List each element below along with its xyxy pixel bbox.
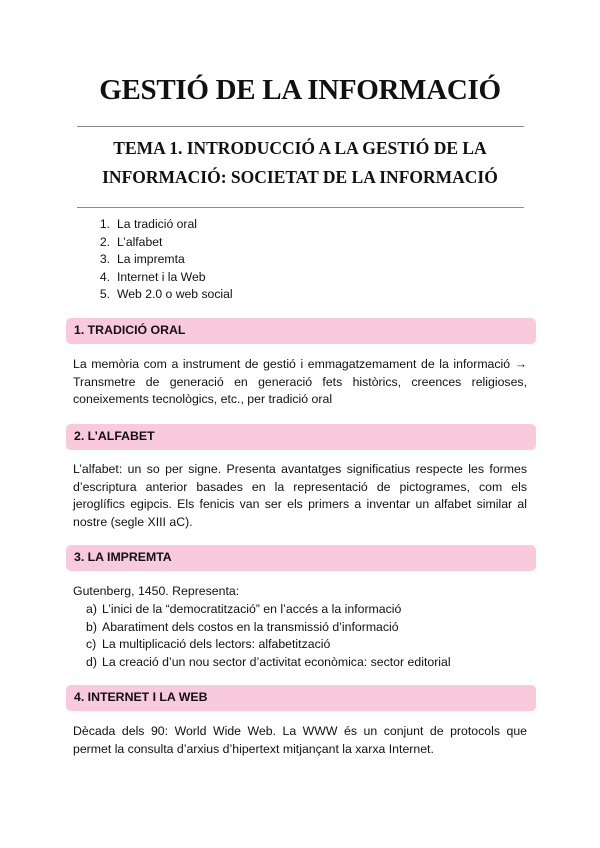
section-paragraph: La memòria com a instrument de gestió i emmagatzemament de la informació → Transmetre de generació en generació fets històrics, creences religioses, coneixements tecnològics, etc., per tradició oral bbox=[73, 357, 527, 407]
section-heading: 2. L’ALFABET bbox=[74, 429, 155, 443]
list-item-label: Abaratiment dels costos en la transmissió d’informació bbox=[102, 619, 399, 634]
section-heading-bar bbox=[66, 545, 536, 571]
toc-item-number: 5. bbox=[99, 287, 110, 302]
toc-item bbox=[88, 216, 233, 234]
page-title: GESTIÓ DE LA INFORMACIÓ bbox=[99, 74, 501, 106]
toc-item bbox=[88, 269, 233, 287]
subtitle-divider bbox=[77, 207, 524, 208]
section-paragraph: L’alfabet: un so per signe. Presenta avantatges significatius respecte les formes d’escriptura anterior basades en la representació de pictogrames, com els jeroglífics egipcis. Els fenicis van ser els primers a inventar un alfabet similar al nostre (segle XIII aC). bbox=[73, 462, 527, 529]
list-item-letter: d) bbox=[86, 654, 97, 669]
section-paragraph: Gutenberg, 1450. Representa: bbox=[73, 584, 240, 598]
toc-item-label: Internet i la Web bbox=[117, 269, 206, 284]
section-paragraph: Dècada dels 90: World Wide Web. La WWW és un conjunt de protocols que permet la consulta d’arxius d’hipertext mitjançant la xarxa Internet. bbox=[73, 724, 527, 756]
toc-item-number: 1. bbox=[99, 217, 110, 231]
toc-item-label: La tradició oral bbox=[117, 217, 197, 231]
list-item bbox=[86, 654, 451, 672]
impremta-list bbox=[86, 601, 451, 671]
list-item-label: L’inici de la “democratització” en l’accés a la informació bbox=[102, 602, 402, 616]
list-item bbox=[86, 601, 451, 619]
section-heading-bar bbox=[66, 318, 536, 344]
section-heading: 4. INTERNET I LA WEB bbox=[74, 690, 208, 704]
toc-item bbox=[88, 251, 233, 269]
toc-item-label: Web 2.0 o web social bbox=[117, 287, 233, 302]
list-item bbox=[86, 619, 451, 637]
section-heading: 1. TRADICIÓ ORAL bbox=[74, 323, 186, 337]
section-heading-bar bbox=[66, 424, 536, 450]
toc-item-number: 4. bbox=[99, 269, 110, 284]
toc-item-number: 2. bbox=[99, 234, 110, 249]
list-item-letter: b) bbox=[86, 619, 97, 634]
section-heading: 3. LA IMPREMTA bbox=[74, 550, 172, 564]
list-item-label: La multiplicació dels lectors: alfabetització bbox=[102, 637, 331, 652]
toc-item-number: 3. bbox=[99, 252, 110, 267]
toc-item-label: La impremta bbox=[117, 252, 185, 267]
section-heading-bar bbox=[66, 685, 536, 711]
list-item-letter: c) bbox=[86, 637, 97, 652]
toc-item bbox=[88, 234, 233, 252]
list-item-letter: a) bbox=[86, 602, 97, 616]
list-item bbox=[86, 636, 451, 654]
title-divider bbox=[77, 126, 524, 127]
table-of-contents bbox=[88, 216, 233, 304]
toc-item bbox=[88, 286, 233, 304]
topic-subtitle: TEMA 1. INTRODUCCIÓ A LA GESTIÓ DE LA INFORMACIÓ: SOCIETAT DE LA INFORMACIÓ bbox=[102, 138, 498, 187]
toc-item-label: L’alfabet bbox=[117, 234, 163, 249]
list-item-label: La creació d’un nou sector d’activitat econòmica: sector editorial bbox=[102, 654, 451, 669]
